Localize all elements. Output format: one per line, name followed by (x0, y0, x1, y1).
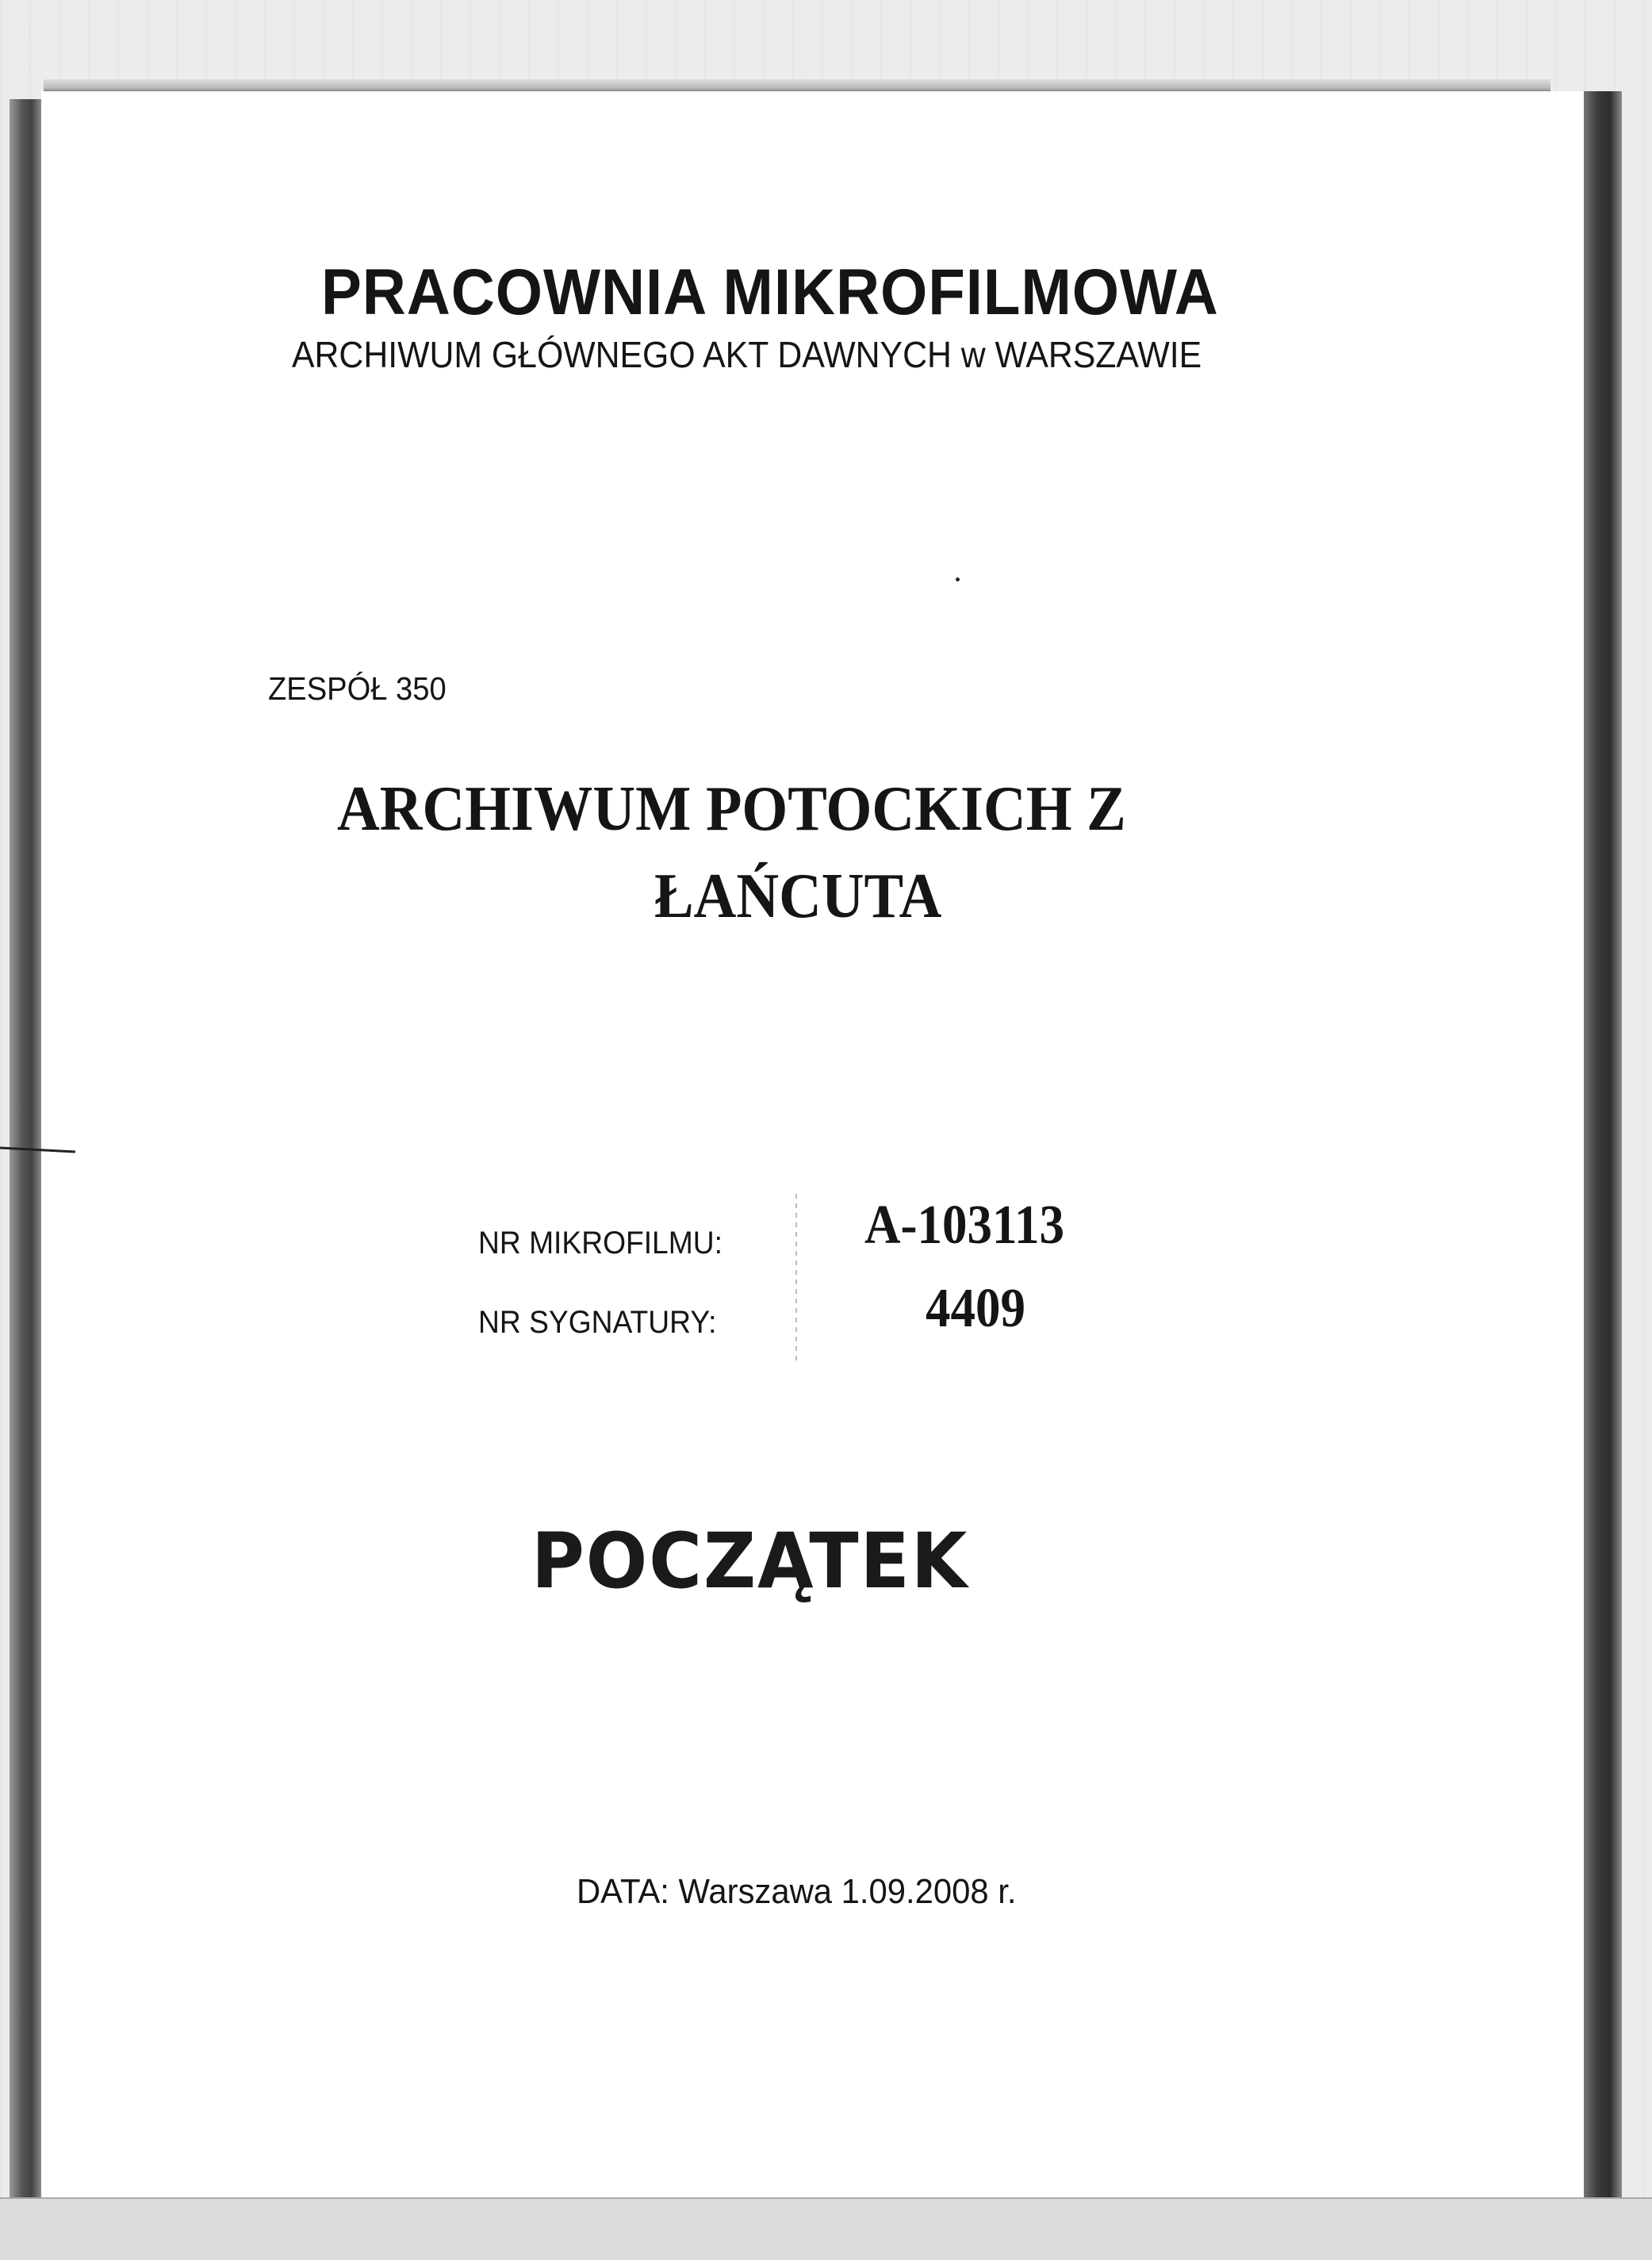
fond-name-line-1: ARCHIWUM POTOCKICH Z (337, 774, 1126, 844)
microfilm-number-value: A-103113 (864, 1195, 1064, 1256)
fond-name-line-2: ŁAŃCUTA (654, 861, 942, 931)
start-marker: POCZĄTEK (531, 1517, 969, 1606)
film-left-edge (10, 99, 41, 2209)
fond-number: ZESPÓŁ 350 (268, 670, 447, 707)
scan-artifact-dot (956, 577, 960, 581)
film-right-edge (1582, 91, 1622, 2209)
archive-subtitle: ARCHIWUM GŁÓWNEGO AKT DAWNYCH w WARSZAWIE (292, 334, 1202, 375)
film-bottom-edge (0, 2197, 1652, 2260)
film-top-edge (44, 79, 1550, 92)
lab-title: PRACOWNIA MIKROFILMOWA (321, 256, 1219, 328)
signature-number-value: 4409 (926, 1278, 1025, 1339)
signature-number-label: NR SYGNATURY: (478, 1305, 717, 1340)
microfilm-number-label: NR MIKROFILMU: (478, 1226, 723, 1260)
date-line: DATA: Warszawa 1.09.2008 r. (577, 1872, 1017, 1911)
field-divider (795, 1194, 797, 1364)
